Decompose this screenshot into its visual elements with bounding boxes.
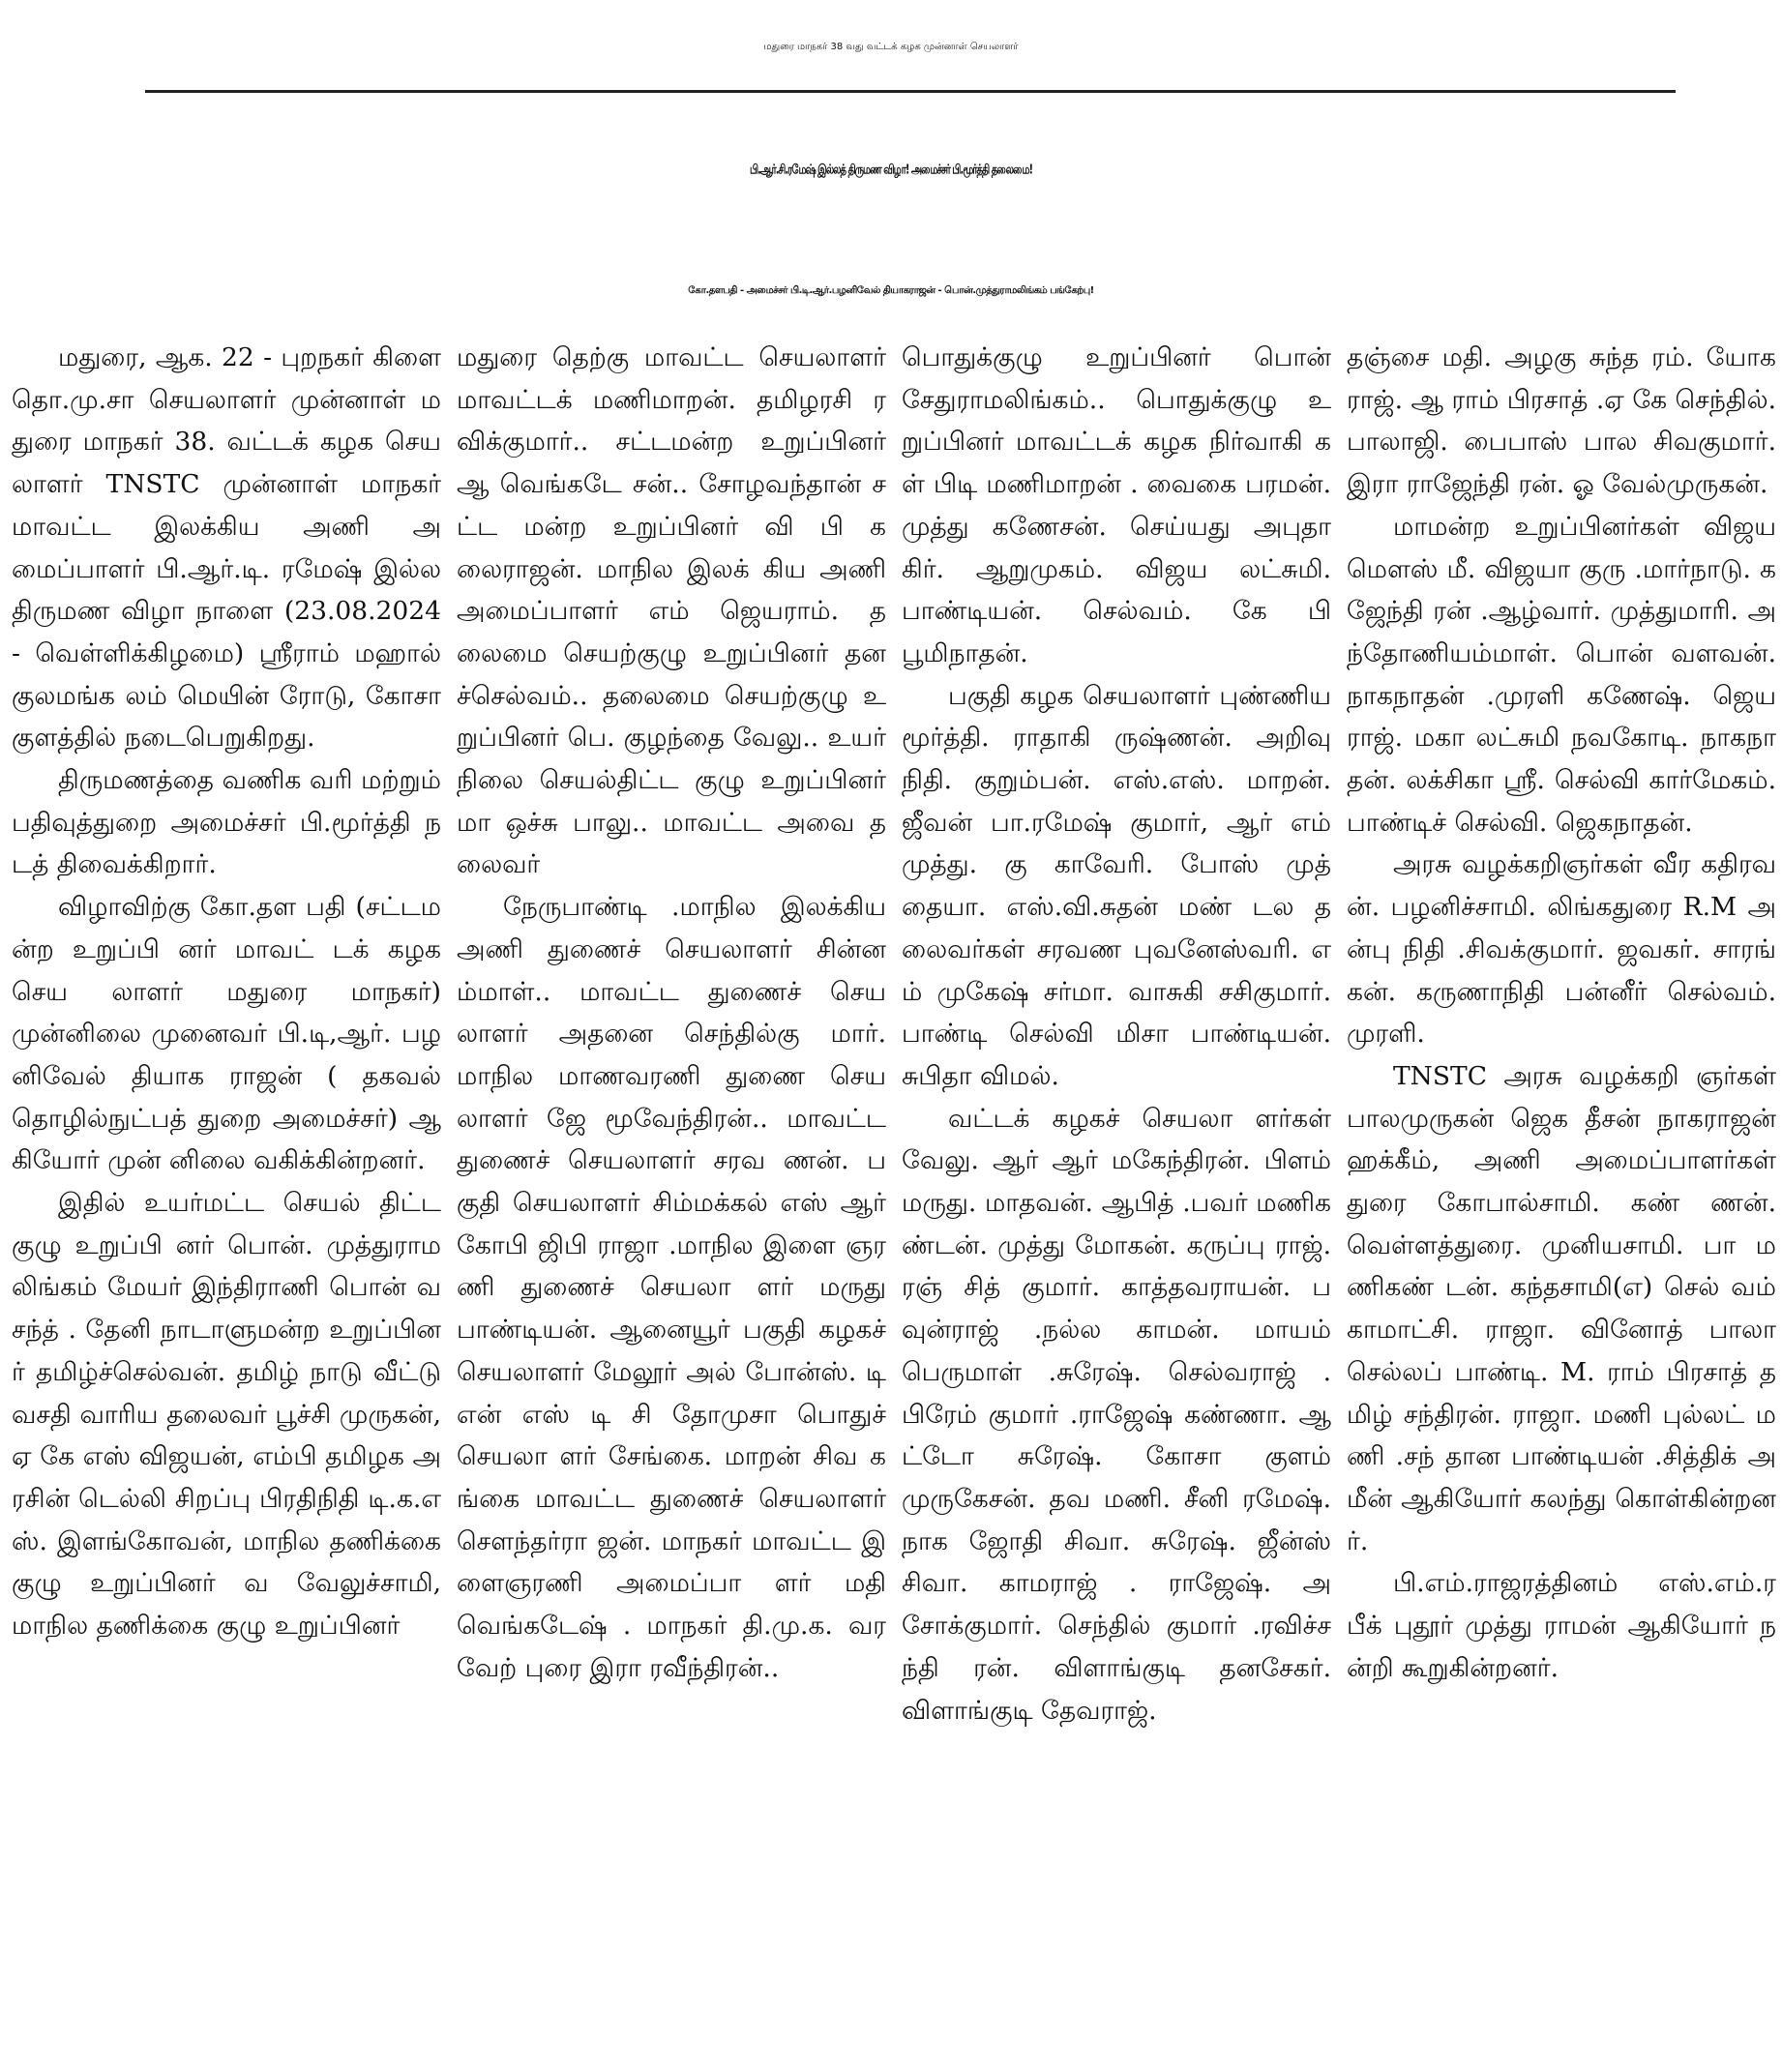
column-1-paragraph-4: இதில் உயர்மட்ட செயல் திட்ட குழு உறுப்பி னர் பொன். முத்துராம லிங்கம் மேயர் இந்திராணி பொன் வசந்த் . தேனி நாடாளுமன்ற உறுப்பினர் தமிழ்ச்செல்வன். தமிழ் நாடு வீட்டு வசதி வாரிய தலைவர் பூச்சி முருகன், ஏ கே எஸ் விஜயன், எம்பி தமிழக அரசின் டெல்லி சிறப்பு பிரதிநிதி டி.க.எஸ். இளங்கோவன், மாநில தணிக்கை குழு உறுப்பினர் வ வேலுச்சாமி, மாநில தணிக்கை குழு உறுப்பினர் (12, 1188, 441, 1642)
column-2-paragraph-1: மதுரை தெற்கு மாவட்ட செயலாளர் மாவட்டக் மணிமாறன். தமிழரசி ரவிக்குமார்.. சட்டமன்ற உறுப்பினர் ஆ வெங்கடே சன்.. சோழவந்தான் சட்ட மன்ற உறுப்பினர் வி பி கலைராஜன். மாநில இலக் கிய அணி அமைப்பாளர் எம் ஜெயராம். தலைமை செயற்குழு உறுப்பினர் தனச்செல்வம்.. தலைமை செயற்குழு உறுப்பினர் பெ. குழந்தை வேலு.. உயர் நிலை செயல்திட்ட குழு உறுப்பினர் மா ஒச்சு பாலு.. மாவட்ட அவை தலைவர் (457, 342, 886, 880)
article-column-1 (12, 337, 441, 2058)
column-3-paragraph-2: பகுதி கழக செயலாளர் புண்ணியமூர்த்தி. ராதாகி ருஷ்ணன். அறிவு நிதி. குறும்பன். எஸ்.எஸ். மாறன். ஜீவன் பா.ரமேஷ் குமார், ஆர் எம் முத்து. கு காவேரி. போஸ் முத் தையா. எஸ்.வி.சுதன் மண் டல தலைவர்கள் சரவண புவனேஸ்வரி. எம் முகேஷ் சர்மா. வாசுகி சசிகுமார். பாண்டி செல்வி மிசா பாண்டியன். சுபிதா விமல். (902, 680, 1331, 1091)
column-1-paragraph-2: திருமணத்தை வணிக வரி மற்றும் பதிவுத்துறை அமைச்சர் பி.மூர்த்தி நடத் திவைக்கிறார். (12, 765, 441, 880)
column-1-paragraph-3: விழாவிற்கு கோ.தள பதி (சட்டமன்ற உறுப்பி னர் மாவட் டக் கழக செய லாளர் மதுரை மாநகர்) முன்னிலை முனைவர் பி.டி,ஆர். பழனிவேல் தியாக ராஜன் ( தகவல் தொழில்நுட்பத் துறை அமைச்சர்) ஆகியோர் முன் னிலை வகிக்கின்றனர். (12, 892, 441, 1176)
column-4-paragraph-1: தஞ்சை மதி. அழகு சுந்த ரம். யோகராஜ். ஆ ராம் பிரசாத் .ஏ கே செந்தில். பாலாஜி. பைபாஸ் பால சிவகுமார். இரா ராஜேந்தி ரன். ஓ வேல்முருகன். (1347, 342, 1776, 500)
article-headline: பி.ஆர்.சி.ரமேஷ் இல்லத் திருமண விழா! அமைச்சர் பி.மூர்த்தி தலைமை! (749, 163, 1033, 178)
column-4-paragraph-4: TNSTC அரசு வழக்கறி ஞர்கள் பாலமுருகன் ஜெக தீசன் நாகராஜன் ஹக்கீம், அணி அமைப்பாளர்கள் துரை கோபால்சாமி. கண் ணன். வெள்ளத்துரை. முனியசாமி. பா மணிகண் டன். கந்தசாமி(எ) செல் வம் காமாட்சி. ராஜா. வினோத் பாலா செல்லப் பாண்டி. M. ராம் பிரசாத் தமிழ் சந்திரன். ராஜா. மணி புல்லட் மணி .சந் தான பாண்டியன் .சித்திக் அமீன் ஆகியோர் கலந்து கொள்கின்றனர். (1347, 1060, 1776, 1556)
article-column-4 (1347, 337, 1776, 2058)
column-4-paragraph-3: அரசு வழக்கறிஞர்கள் வீர கதிரவன். பழனிச்சாமி. லிங்கதுரை R.M அன்பு நிதி .சிவக்குமார். ஜவகர். சாரங் கன். கருணாநிதி பன்னீர் செல்வம். முரளி. (1347, 849, 1776, 1050)
article-kicker: மதுரை மாநகர் 38 வது வட்டக் கழக முன்னாள் செயலாளர் (763, 42, 1019, 52)
column-4-paragraph-2: மாமன்ற உறுப்பினர்கள் விஜய மௌஸ் மீ. விஜயா குரு .மார்நாடு. கஜேந்தி ரன் .ஆழ்வார். முத்துமாரி. அந்தோணியம்மாள். பொன் வளவன். நாகநாதன் .முரளி கணேஷ். ஜெயராஜ். மகா லட்சுமி நவகோடி. நாகநா தன். லக்சிகா ஸ்ரீ. செல்வி கார்மேகம். பாண்டிச் செல்வி. ஜெகநாதன். (1347, 511, 1776, 838)
article-column-2 (457, 337, 886, 2058)
column-2-paragraph-2: நேருபாண்டி .மாநில இலக்கிய அணி துணைச் செயலாளர் சின்னம்மாள்.. மாவட்ட துணைச் செய லாளர் அதனை செந்தில்கு மார். மாநில மாணவரணி துணை செயலாளர் ஜே மூவேந்திரன்.. மாவட்ட துணைச் செயலாளர் சரவ ணன். பகுதி செயலாளர் சிம்மக்கல் எஸ் ஆர் கோபி ஜிபி ராஜா .மாநில இளை ஞரணி துணைச் செயலா ளர் மருது பாண்டியன். ஆனையூர் பகுதி கழகச் செயலாளர் மேலூர் அல் போன்ஸ். டி என் எஸ் டி சி தோமுசா பொதுச் செயலா ளர் சேங்கை. மாறன் சிவ கங்கை மாவட்ட துணைச் செயலாளர் சௌந்தர்ரா ஜன். மாநகர் மாவட்ட இளைஞரணி அமைப்பா ளர் மதி வெங்கடேஷ் . மாநகர் தி.மு.க. வரவேற் புரை இரா ரவீந்திரன்.. (457, 892, 886, 1683)
column-1-paragraph-1: மதுரை, ஆக. 22 - புறநகர் கிளை தொ.மு.சா செயலாளர் முன்னாள் மதுரை மாநகர் 38. வட்டக் கழக செயலாளர் TNSTC முன்னாள் மாநகர் மாவட்ட இலக்கிய அணி அமைப்பாளர் பி.ஆர்.டி. ரமேஷ் இல்ல திருமண விழா நாளை (23.08.2024 - வெள்ளிக்கிழமை) ஸ்ரீராம் மஹால் குலமங்க லம் மெயின் ரோடு, கோசா குளத்தில் நடைபெறுகிறது. (12, 342, 441, 754)
column-3-paragraph-3: வட்டக் கழகச் செயலா ளர்கள் வேலு. ஆர் ஆர் மகேந்திரன். பிளம் மருது. மாதவன். ஆபித் .பவர் மணிகண்டன். முத்து மோகன். கருப்பு ராஜ். ரஞ் சித் குமார். காத்தவராயன். பவுன்ராஜ் .நல்ல காமன். மாயம் பெருமாள் .சுரேஷ். செல்வராஜ் .பிரேம் குமார் .ராஜேஷ் கண்ணா. ஆட்டோ சுரேஷ். கோசா குளம் முருகேசன். தவ மணி. சீனி ரமேஷ். நாக ஜோதி சிவா. சுரேஷ். ஜீன்ஸ் சிவா. காமராஜ் . ராஜேஷ். அசோக்குமார். செந்தில் குமார் .ரவிச்சந்தி ரன். விளாங்குடி தனசேகர். விளாங்குடி தேவராஜ். (902, 1103, 1331, 1726)
article-subheadline: கோ.தளபதி - அமைச்சர் பி.டி.ஆர்.பழனிவேல் தியாகராஜன் - பொன்.முத்துராமலிங்கம் பங்கேற்பு! (688, 285, 1094, 296)
column-4-paragraph-5: பி.எம்.ராஜரத்தினம் எஸ்.எம்.ரபீக் புதூர் முத்து ராமன் ஆகியோர் நன்றி கூறுகின்றனர். (1347, 1568, 1776, 1683)
column-3-paragraph-1: பொதுக்குழு உறுப்பினர் பொன் சேதுராமலிங்கம்.. பொதுக்குழு உறுப்பினர் மாவட்டக் கழக நிர்வாகி கள் பிடி மணிமாறன் . வைகை பரமன். முத்து கணேசன். செய்யது அபுதா கிர். ஆறுமுகம். விஜய லட்சுமி. பாண்டியன். செல்வம். கே பி பூமிநாதன். (902, 342, 1331, 668)
article-column-3 (902, 337, 1331, 2058)
